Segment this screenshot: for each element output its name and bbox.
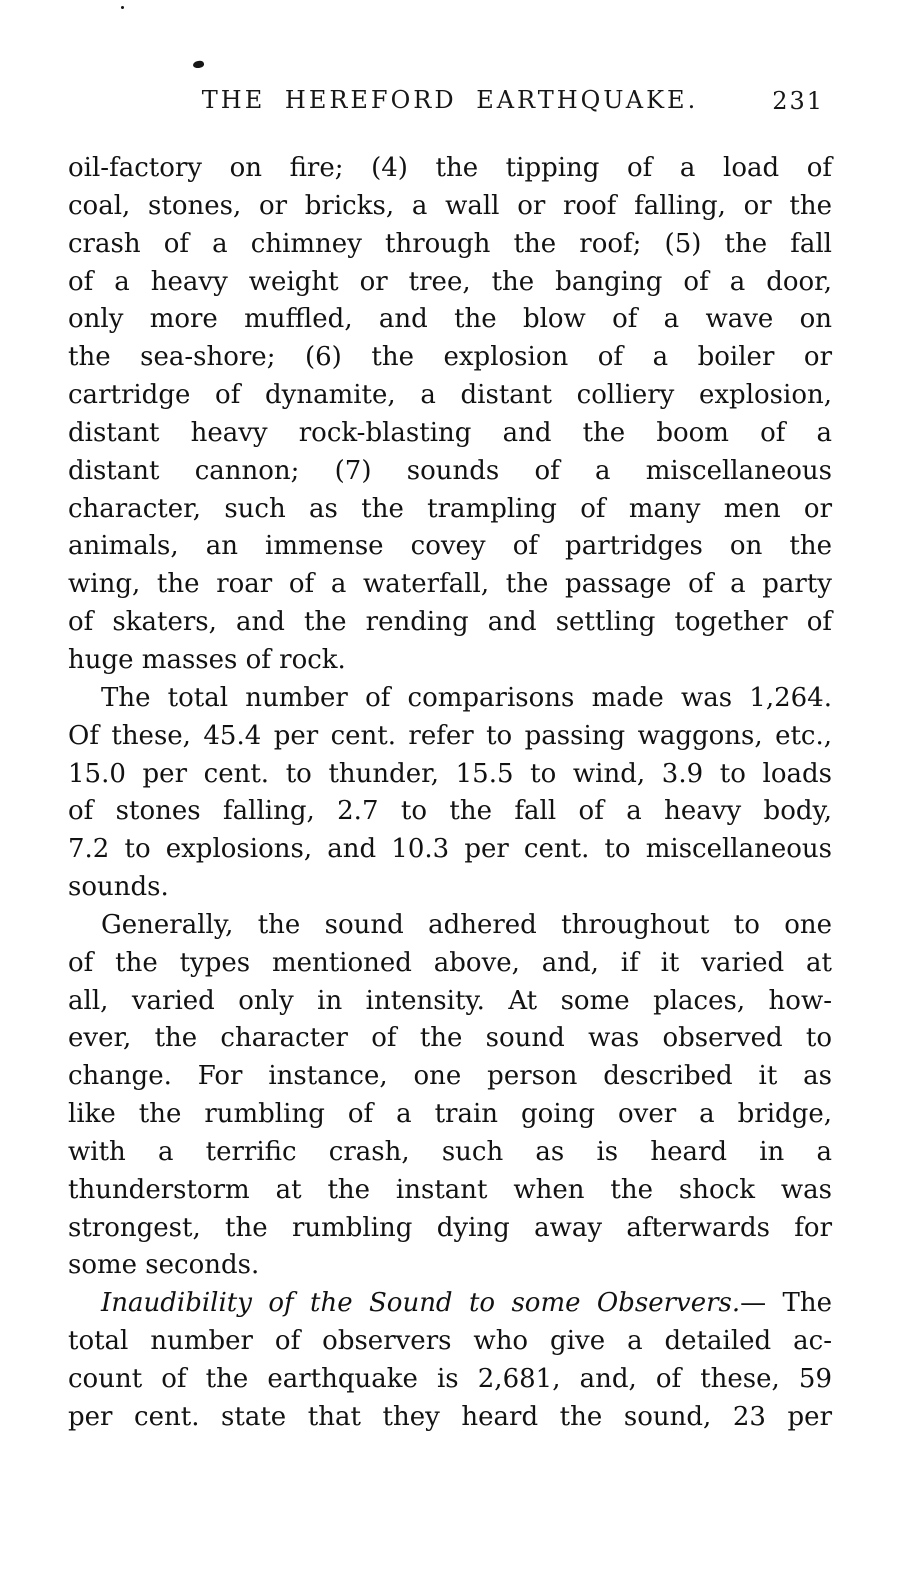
text-line: sounds. xyxy=(68,872,169,903)
text-line: coal, stones, or bricks, a wall or roof falling, or the xyxy=(68,190,832,221)
text-line: The total number of comparisons made was 1,264. xyxy=(101,682,832,713)
text-line: Of these, 45.4 per cent. refer to passing waggons, etc., xyxy=(68,720,832,751)
text-line: of skaters, and the rending and settling together of xyxy=(68,607,832,638)
text-line: with a terrific crash, such as is heard in a xyxy=(68,1136,832,1167)
text-line: of the types mentioned above, and, if it varied at xyxy=(68,947,832,978)
text-line: oil-factory on fire; (4) the tipping of a load of xyxy=(68,153,832,183)
text-line: animals, an immense covey of partridges on the xyxy=(68,531,832,562)
text-line: like the rumbling of a train going over a bridge, xyxy=(68,1099,832,1130)
running-header xyxy=(68,86,832,118)
paragraph xyxy=(68,1285,832,1436)
text-line: character, such as the trampling of many men or xyxy=(68,493,832,524)
text-line: distant heavy rock-blasting and the boom of a xyxy=(68,417,832,448)
section-heading-italic: Inaudibility of the Sound to some Observers. xyxy=(101,1288,741,1319)
text-line xyxy=(68,1285,832,1323)
text-segment: — The xyxy=(740,1288,832,1319)
text-line: the sea-shore; (6) the explosion of a boiler or xyxy=(68,342,832,373)
text-line: change. For instance, one person described it as xyxy=(68,1061,832,1092)
text-line: of a heavy weight or tree, the banging of a door, xyxy=(68,266,832,297)
text-line: 7.2 to explosions, and 10.3 per cent. to miscellaneous xyxy=(68,834,832,865)
text-line: thunderstorm at the instant when the shock was xyxy=(68,1174,832,1205)
text-line: ever, the character of the sound was observed to xyxy=(68,1023,832,1054)
text-line: 15.0 per cent. to thunder, 15.5 to wind, 3.9 to loads xyxy=(68,758,832,789)
text-line: total number of observers who give a detailed ac- xyxy=(68,1326,832,1357)
text-block xyxy=(68,150,832,1437)
text-line: count of the earthquake is 2,681, and, of these, 59 xyxy=(68,1364,832,1394)
scan-artifact-dot xyxy=(121,6,124,9)
text-line: strongest, the rumbling dying away afterwards for xyxy=(68,1212,832,1243)
paragraph xyxy=(68,907,832,1285)
text-line: of stones falling, 2.7 to the fall of a heavy body, xyxy=(68,796,832,827)
scan-artifact-blob xyxy=(192,60,204,69)
text-line: per cent. state that they heard the sound, 23 per xyxy=(68,1401,832,1432)
text-line: distant cannon; (7) sounds of a miscellaneous xyxy=(68,455,832,486)
text-line: all, varied only in intensity. At some places, how- xyxy=(68,985,832,1016)
paragraph xyxy=(68,680,832,907)
text-line: some seconds. xyxy=(68,1250,260,1281)
page-number: 231 xyxy=(772,87,824,115)
text-line: huge masses of rock. xyxy=(68,644,346,675)
text-line: Generally, the sound adhered throughout to one xyxy=(101,909,832,940)
text-line: cartridge of dynamite, a distant colliery explosion, xyxy=(68,380,832,411)
running-title: THE HEREFORD EARTHQUAKE. xyxy=(201,86,699,114)
text-line: only more muffled, and the blow of a wave on xyxy=(68,304,832,335)
paragraph xyxy=(68,150,832,680)
text-line: crash of a chimney through the roof; (5) the fall xyxy=(68,228,832,259)
text-line: wing, the roar of a waterfall, the passage of a party xyxy=(68,569,832,600)
